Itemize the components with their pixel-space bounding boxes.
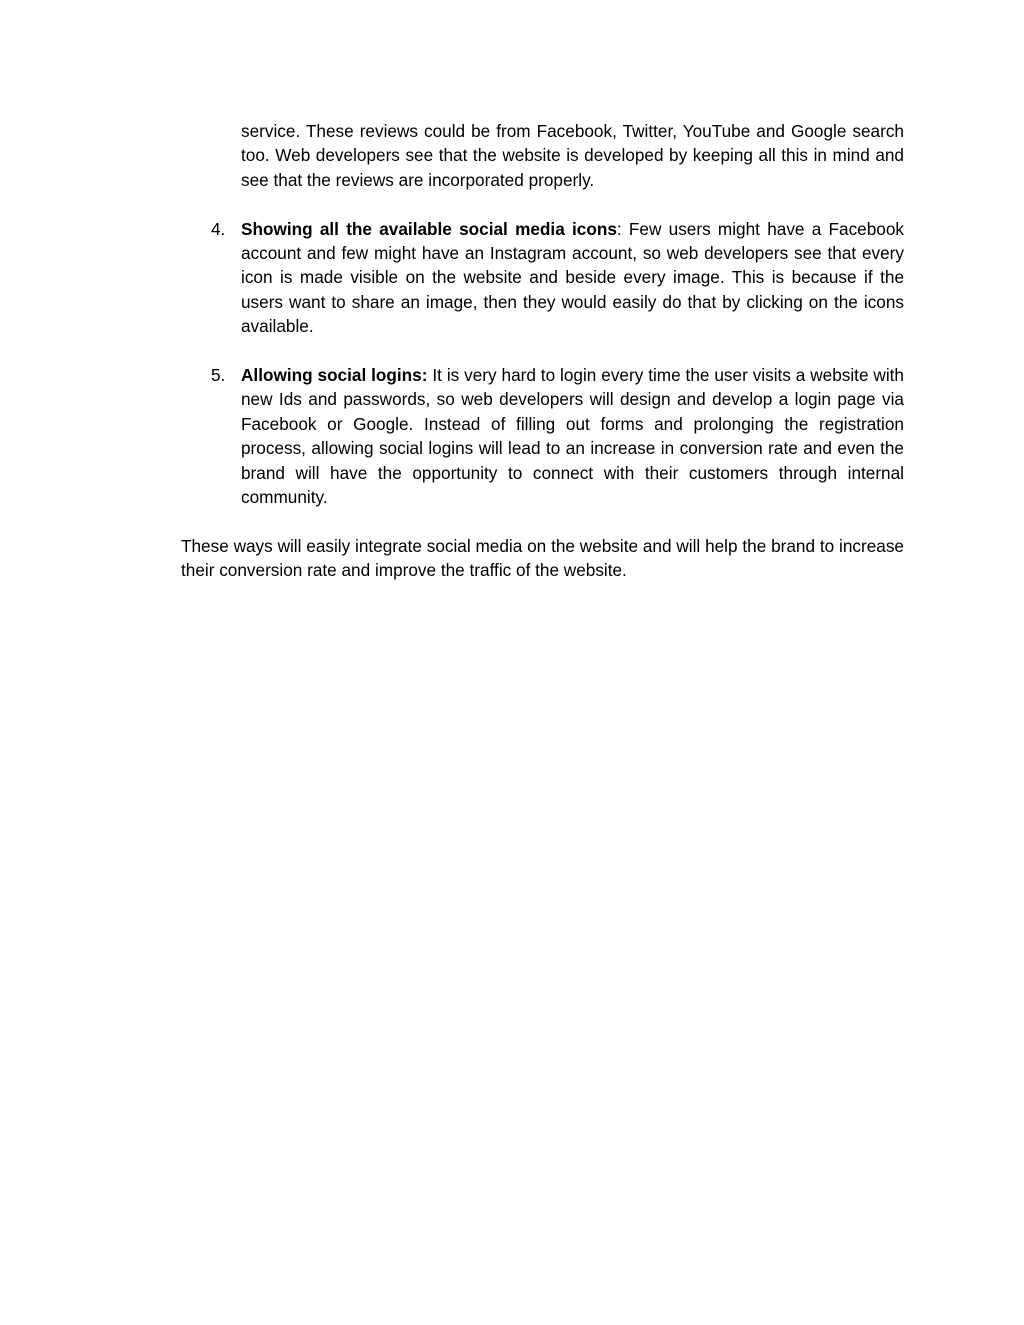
list-item-heading: Showing all the available social media icons xyxy=(241,218,617,239)
conclusion-paragraph: These ways will easily integrate social media on the website and will help the brand to increase their conversion rate and improve the traffic of the website. xyxy=(181,535,904,581)
list-number: 5. xyxy=(211,365,226,386)
list-item-text: It is very hard to login every time the user visits a website with new Ids and passwords, so web developers will design and develop a login page via Facebook or Google. Instead of filling out forms and prolonging the registration process, allowing social logins will lead to an increase in conversion rate and even the brand will have the opportunity to connect with their customers through internal community. xyxy=(241,365,904,508)
document-body xyxy=(181,119,904,583)
list-item-4 xyxy=(181,217,904,339)
list-item-5 xyxy=(181,363,904,509)
list-item-paragraph xyxy=(241,217,904,339)
list-item-paragraph xyxy=(241,363,904,509)
list-item-text: : Few users might have a Facebook account and few might have an Instagram account, so web developers see that every icon is made visible on the website and beside every image. This is because if the users want to share an image, then they would easily do that by clicking on the icons available. xyxy=(241,218,905,337)
list-item-heading: Allowing social logins: xyxy=(241,365,428,386)
continued-paragraph: service. These reviews could be from Facebook, Twitter, YouTube and Google search too. Web developers see that the website is developed by keeping all this in mind and see that the reviews are incorporated properly. xyxy=(241,121,904,190)
list-number: 4. xyxy=(211,218,226,239)
